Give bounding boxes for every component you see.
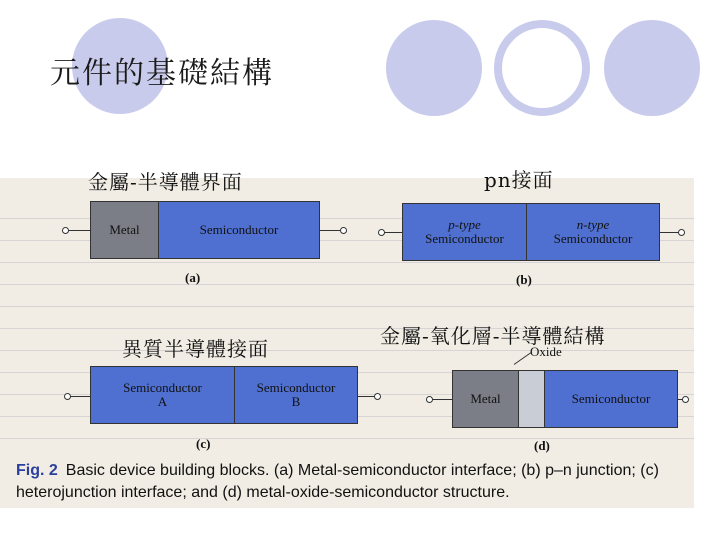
semiconductor-region: Semiconductor [545, 371, 677, 427]
wire [432, 399, 452, 400]
p-type-region: p-type Semiconductor [403, 204, 527, 260]
oxide-region [519, 371, 545, 427]
label-heterojunction: 異質半導體接面 [122, 337, 269, 361]
device-b [402, 203, 660, 261]
figure-caption [16, 460, 696, 504]
semiconductor-region: Semiconductor [159, 202, 319, 258]
sub-label-a: (a) [185, 270, 201, 285]
device-c [90, 366, 358, 424]
terminal [378, 229, 385, 236]
metal-region: Metal [91, 202, 159, 258]
n-type-region: n-type Semiconductor [527, 204, 659, 260]
sub-label-d: (d) [534, 438, 550, 453]
metal-region: Metal [453, 371, 519, 427]
sub-label-c: (c) [196, 436, 211, 451]
figure-number: Fig. 2 [16, 462, 58, 479]
device-d [452, 370, 678, 428]
caption-text: Basic device building blocks. (a) Metal-semiconductor interface; (b) p–n junction; (c) heterojunction interface; and (d) metal-oxide-semiconductor structure. [16, 462, 659, 501]
terminal [374, 393, 381, 400]
wire [70, 396, 90, 397]
terminal [62, 227, 69, 234]
wire [660, 232, 680, 233]
wire [68, 230, 90, 231]
label-mos: 金屬-氧化層-半導體結構 [380, 324, 606, 348]
wire [384, 232, 402, 233]
label-metal-semiconductor: 金屬-半導體界面 [88, 170, 243, 194]
terminal [340, 227, 347, 234]
terminal [426, 396, 433, 403]
sub-label-b: (b) [516, 272, 532, 287]
semiconductor-a-region: Semiconductor A [91, 367, 235, 423]
device-a [90, 201, 320, 259]
slide-title: 元件的基礎結構 [50, 56, 274, 91]
semiconductor-b-region: Semiconductor B [235, 367, 357, 423]
oxide-label: Oxide [530, 344, 562, 359]
terminal [678, 229, 685, 236]
decor-circle [604, 20, 700, 116]
terminal [682, 396, 689, 403]
decor-circle [386, 20, 482, 116]
wire [320, 230, 342, 231]
terminal [64, 393, 71, 400]
label-pn-junction: pn接面 [484, 168, 554, 192]
decor-ring [494, 20, 590, 116]
